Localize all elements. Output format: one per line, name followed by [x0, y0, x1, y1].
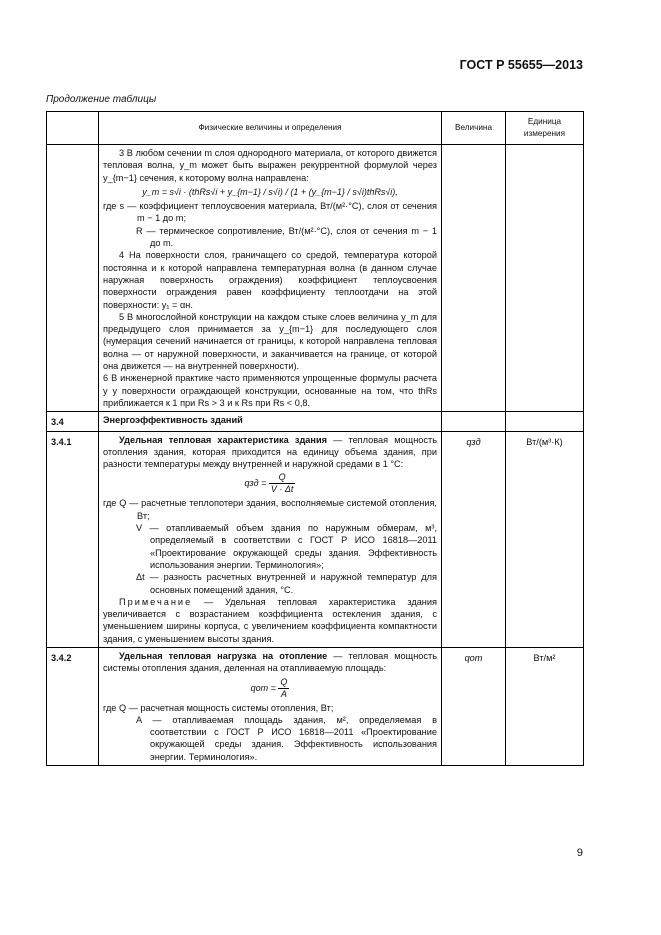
- table-row: [47, 431, 584, 647]
- formula: qот = $\frac{Q}{A}$: [250, 676, 288, 699]
- unit-value: Вт/м²: [506, 647, 584, 765]
- continuation-label: Продолжение таблицы: [46, 94, 157, 105]
- where-s: где s — коэффициент теплоусвоения материала, Вт/(м²·°С), слоя от сечения m − 1 до m;: [103, 201, 437, 224]
- where-A: A — отапливаемая площадь здания, м², определяемая в соответствии с ГОСТ Р ИСО 16818—2011 «Проектирование окружающей среды здания. Эффективность использования энергии. Терминология».: [136, 714, 437, 762]
- definition-cell: [99, 647, 442, 765]
- row-number: 3.4.1: [47, 431, 99, 647]
- header-unit: Единица измерения: [506, 112, 584, 145]
- term-definition: Удельная тепловая нагрузка на отопление — тепловая мощность системы отопления здания, деленная на отапливаемую площадь:: [103, 650, 437, 674]
- table-header-row: [47, 112, 584, 145]
- where-Q: где Q — расчетная мощность системы отопления, Вт;: [103, 702, 334, 713]
- table-row: [47, 145, 584, 412]
- table-row: [47, 647, 584, 765]
- row-number: 3.4.2: [47, 647, 99, 765]
- standard-number: ГОСТ Р 55655—2013: [459, 58, 583, 72]
- note-6: 6 В инженерной практике часто применяются упрощенные формулы расчета y у поверхности ограждающей конструкции, основанные на том, что thRs приближается к 1 при Rs > 3 и к Rs при Rs < 0,8.: [103, 373, 437, 408]
- note-3: 3 В любом сечении m слоя однородного материала, от которого движется тепловая волна, y_m может быть выражен рекуррентной формулой через y_{m−1} сечения, к которому волна направлена:: [103, 148, 437, 183]
- table-row: [47, 412, 584, 431]
- note-5: 5 В многослойной конструкции на каждом стыке слоев величина y_m для предыдущего слоя принимается за y_{m−1} для последующего слоя (нумерация сечений начинается от границы, к которой направлена тепловая волна — от наружной поверхности, и заканчивается на границе, от которой она движется — на внутренней поверхности).: [103, 311, 437, 372]
- continuation-cell: [99, 145, 442, 412]
- where-R: R — термическое сопротивление, Вт/(м²·°С), слоя от сечения m − 1 до m.: [136, 225, 437, 249]
- note-4: 4 На поверхности слоя, граничащего со средой, температура которой постоянна и к которой направлена температурная волна (в данном случае наружная поверхность ограждения) коэффициент теплоусвоения поверхности ограждения равен коэффициенту теплоотдачи на этой поверхности: y₁ = αн.: [103, 250, 437, 310]
- quantity-symbol: qзд: [442, 431, 506, 647]
- definition-cell: [99, 431, 442, 647]
- header-definitions: Физические величины и определения: [99, 112, 442, 145]
- unit-value: Вт/(м³·К): [506, 431, 584, 647]
- note: Примечание — Удельная тепловая характеристика здания увеличивается с возрастанием коэффициента остекления здания, с уменьшением ширины корпуса, с увеличением коэффициента компактности здания, с уменьшением высоты здания.: [103, 596, 437, 644]
- section-title: Энергоэффективность зданий: [99, 412, 442, 431]
- header-quantity: Величина: [442, 112, 506, 145]
- where-dt: Δt — разность расчетных внутренней и наружной температур для основных помещений здания, °С.: [136, 572, 437, 595]
- term-definition: Удельная тепловая характеристика здания — тепловая мощность отопления здания, которая приходится на единицу объема здания, при разности температуры между внутренней и наружной средами в 1 °С:: [103, 434, 437, 470]
- row-number: 3.4: [47, 412, 99, 431]
- header-number-cell: [47, 112, 99, 145]
- page-number: 9: [576, 847, 583, 859]
- formula: qзд = $\frac{Q}{V \cdot \Delta t}$: [244, 472, 294, 495]
- definitions-table: [46, 111, 584, 766]
- quantity-symbol: qот: [442, 647, 506, 765]
- where-Q: где Q — расчетные теплопотери здания, восполняемые системой отопления, Вт;: [103, 498, 437, 521]
- recurrent-formula: y_m = s√i · (thRs√i + y_{m−1} / s√i) / (1 + (y_{m−1} / s√i)thRs√i),: [142, 186, 398, 197]
- where-V: V — отапливаемый объем здания по наружным обмерам, м³, определяемый в соответствии с ГОСТ Р ИСО 16818—2011 «Проектирование окружающей среды здания. Эффективность использования энергии. Терминология»;: [136, 523, 437, 570]
